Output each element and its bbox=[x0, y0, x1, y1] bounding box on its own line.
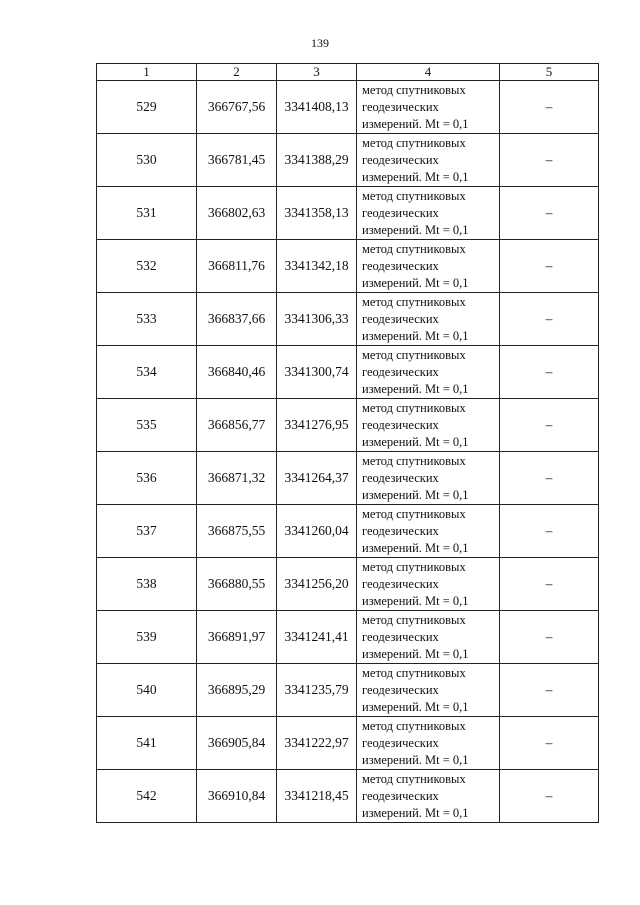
table-row bbox=[97, 770, 599, 823]
method-line: геодезических bbox=[362, 152, 439, 167]
method-line: измерений. Mt = 0,1 bbox=[362, 805, 469, 820]
coordinate-y: 3341408,13 bbox=[277, 81, 357, 134]
method-line: геодезических bbox=[362, 205, 439, 220]
method-description bbox=[357, 505, 500, 558]
coordinate-x: 366880,55 bbox=[197, 558, 277, 611]
table-row bbox=[97, 293, 599, 346]
method-line: геодезических bbox=[362, 735, 439, 750]
note-dash: – bbox=[500, 134, 599, 187]
method-line: геодезических bbox=[362, 629, 439, 644]
method-line: геодезических bbox=[362, 523, 439, 538]
method-line: метод спутниковых bbox=[362, 665, 466, 680]
method-line: измерений. Mt = 0,1 bbox=[362, 752, 469, 767]
method-line: геодезических bbox=[362, 682, 439, 697]
method-line: метод спутниковых bbox=[362, 400, 466, 415]
method-line: метод спутниковых bbox=[362, 771, 466, 786]
method-description bbox=[357, 346, 500, 399]
coordinate-y: 3341388,29 bbox=[277, 134, 357, 187]
table-row bbox=[97, 452, 599, 505]
method-line: измерений. Mt = 0,1 bbox=[362, 699, 469, 714]
note-dash: – bbox=[500, 770, 599, 823]
method-line: метод спутниковых bbox=[362, 718, 466, 733]
method-line: геодезических bbox=[362, 417, 439, 432]
method-description bbox=[357, 558, 500, 611]
method-line: метод спутниковых bbox=[362, 453, 466, 468]
header-col-5: 5 bbox=[500, 64, 599, 81]
method-line: измерений. Mt = 0,1 bbox=[362, 169, 469, 184]
header-col-2: 2 bbox=[197, 64, 277, 81]
note-dash: – bbox=[500, 293, 599, 346]
note-dash: – bbox=[500, 505, 599, 558]
method-line: измерений. Mt = 0,1 bbox=[362, 540, 469, 555]
coordinate-y: 3341358,13 bbox=[277, 187, 357, 240]
point-number: 532 bbox=[97, 240, 197, 293]
method-line: геодезических bbox=[362, 364, 439, 379]
coordinate-y: 3341235,79 bbox=[277, 664, 357, 717]
method-line: измерений. Mt = 0,1 bbox=[362, 593, 469, 608]
note-dash: – bbox=[500, 717, 599, 770]
point-number: 535 bbox=[97, 399, 197, 452]
method-description bbox=[357, 399, 500, 452]
method-line: геодезических bbox=[362, 788, 439, 803]
method-line: геодезических bbox=[362, 311, 439, 326]
method-description bbox=[357, 717, 500, 770]
table-row bbox=[97, 346, 599, 399]
point-number: 538 bbox=[97, 558, 197, 611]
coordinate-y: 3341241,41 bbox=[277, 611, 357, 664]
header-col-1: 1 bbox=[97, 64, 197, 81]
page-number: 139 bbox=[311, 36, 329, 50]
method-line: метод спутниковых bbox=[362, 241, 466, 256]
coordinate-x: 366781,45 bbox=[197, 134, 277, 187]
table-row bbox=[97, 611, 599, 664]
method-line: геодезических bbox=[362, 258, 439, 273]
method-line: метод спутниковых bbox=[362, 135, 466, 150]
table-row bbox=[97, 717, 599, 770]
method-line: метод спутниковых bbox=[362, 347, 466, 362]
coordinate-y: 3341260,04 bbox=[277, 505, 357, 558]
coordinate-x: 366767,56 bbox=[197, 81, 277, 134]
coordinate-x: 366811,76 bbox=[197, 240, 277, 293]
point-number: 537 bbox=[97, 505, 197, 558]
point-number: 540 bbox=[97, 664, 197, 717]
table-row bbox=[97, 664, 599, 717]
table-row bbox=[97, 187, 599, 240]
method-description bbox=[357, 664, 500, 717]
coordinate-y: 3341264,37 bbox=[277, 452, 357, 505]
method-line: измерений. Mt = 0,1 bbox=[362, 487, 469, 502]
method-line: метод спутниковых bbox=[362, 188, 466, 203]
method-description bbox=[357, 81, 500, 134]
method-line: измерений. Mt = 0,1 bbox=[362, 646, 469, 661]
coordinate-y: 3341218,45 bbox=[277, 770, 357, 823]
method-description bbox=[357, 240, 500, 293]
point-number: 533 bbox=[97, 293, 197, 346]
coordinate-x: 366875,55 bbox=[197, 505, 277, 558]
method-description bbox=[357, 293, 500, 346]
coordinate-x: 366856,77 bbox=[197, 399, 277, 452]
method-line: измерений. Mt = 0,1 bbox=[362, 381, 469, 396]
coordinate-y: 3341306,33 bbox=[277, 293, 357, 346]
header-row bbox=[97, 64, 599, 81]
note-dash: – bbox=[500, 399, 599, 452]
coordinate-x: 366837,66 bbox=[197, 293, 277, 346]
table-row bbox=[97, 558, 599, 611]
method-description bbox=[357, 770, 500, 823]
point-number: 530 bbox=[97, 134, 197, 187]
coordinate-y: 3341256,20 bbox=[277, 558, 357, 611]
table-row bbox=[97, 134, 599, 187]
coordinate-x: 366905,84 bbox=[197, 717, 277, 770]
method-line: измерений. Mt = 0,1 bbox=[362, 222, 469, 237]
method-line: измерений. Mt = 0,1 bbox=[362, 116, 469, 131]
coordinate-x: 366891,97 bbox=[197, 611, 277, 664]
method-line: метод спутниковых bbox=[362, 612, 466, 627]
note-dash: – bbox=[500, 611, 599, 664]
note-dash: – bbox=[500, 240, 599, 293]
table-header bbox=[97, 64, 599, 81]
coordinate-y: 3341300,74 bbox=[277, 346, 357, 399]
header-col-3: 3 bbox=[277, 64, 357, 81]
note-dash: – bbox=[500, 558, 599, 611]
method-line: метод спутниковых bbox=[362, 82, 466, 97]
note-dash: – bbox=[500, 187, 599, 240]
note-dash: – bbox=[500, 452, 599, 505]
coordinate-x: 366871,32 bbox=[197, 452, 277, 505]
coordinates-table bbox=[96, 63, 599, 823]
point-number: 536 bbox=[97, 452, 197, 505]
table-body bbox=[97, 81, 599, 823]
method-description bbox=[357, 187, 500, 240]
point-number: 542 bbox=[97, 770, 197, 823]
method-line: геодезических bbox=[362, 576, 439, 591]
method-line: метод спутниковых bbox=[362, 294, 466, 309]
table-row bbox=[97, 81, 599, 134]
method-description bbox=[357, 134, 500, 187]
coordinate-y: 3341222,97 bbox=[277, 717, 357, 770]
table-row bbox=[97, 505, 599, 558]
point-number: 529 bbox=[97, 81, 197, 134]
note-dash: – bbox=[500, 346, 599, 399]
header-col-4: 4 bbox=[357, 64, 500, 81]
point-number: 534 bbox=[97, 346, 197, 399]
point-number: 539 bbox=[97, 611, 197, 664]
note-dash: – bbox=[500, 81, 599, 134]
coordinate-y: 3341342,18 bbox=[277, 240, 357, 293]
coordinate-y: 3341276,95 bbox=[277, 399, 357, 452]
point-number: 531 bbox=[97, 187, 197, 240]
method-description bbox=[357, 611, 500, 664]
coordinate-x: 366895,29 bbox=[197, 664, 277, 717]
method-line: метод спутниковых bbox=[362, 559, 466, 574]
method-line: измерений. Mt = 0,1 bbox=[362, 434, 469, 449]
coordinate-x: 366910,84 bbox=[197, 770, 277, 823]
point-number: 541 bbox=[97, 717, 197, 770]
method-line: измерений. Mt = 0,1 bbox=[362, 328, 469, 343]
table-row bbox=[97, 240, 599, 293]
coordinate-x: 366840,46 bbox=[197, 346, 277, 399]
method-line: метод спутниковых bbox=[362, 506, 466, 521]
method-line: геодезических bbox=[362, 470, 439, 485]
method-line: геодезических bbox=[362, 99, 439, 114]
table-row bbox=[97, 399, 599, 452]
note-dash: – bbox=[500, 664, 599, 717]
method-line: измерений. Mt = 0,1 bbox=[362, 275, 469, 290]
coordinate-x: 366802,63 bbox=[197, 187, 277, 240]
method-description bbox=[357, 452, 500, 505]
